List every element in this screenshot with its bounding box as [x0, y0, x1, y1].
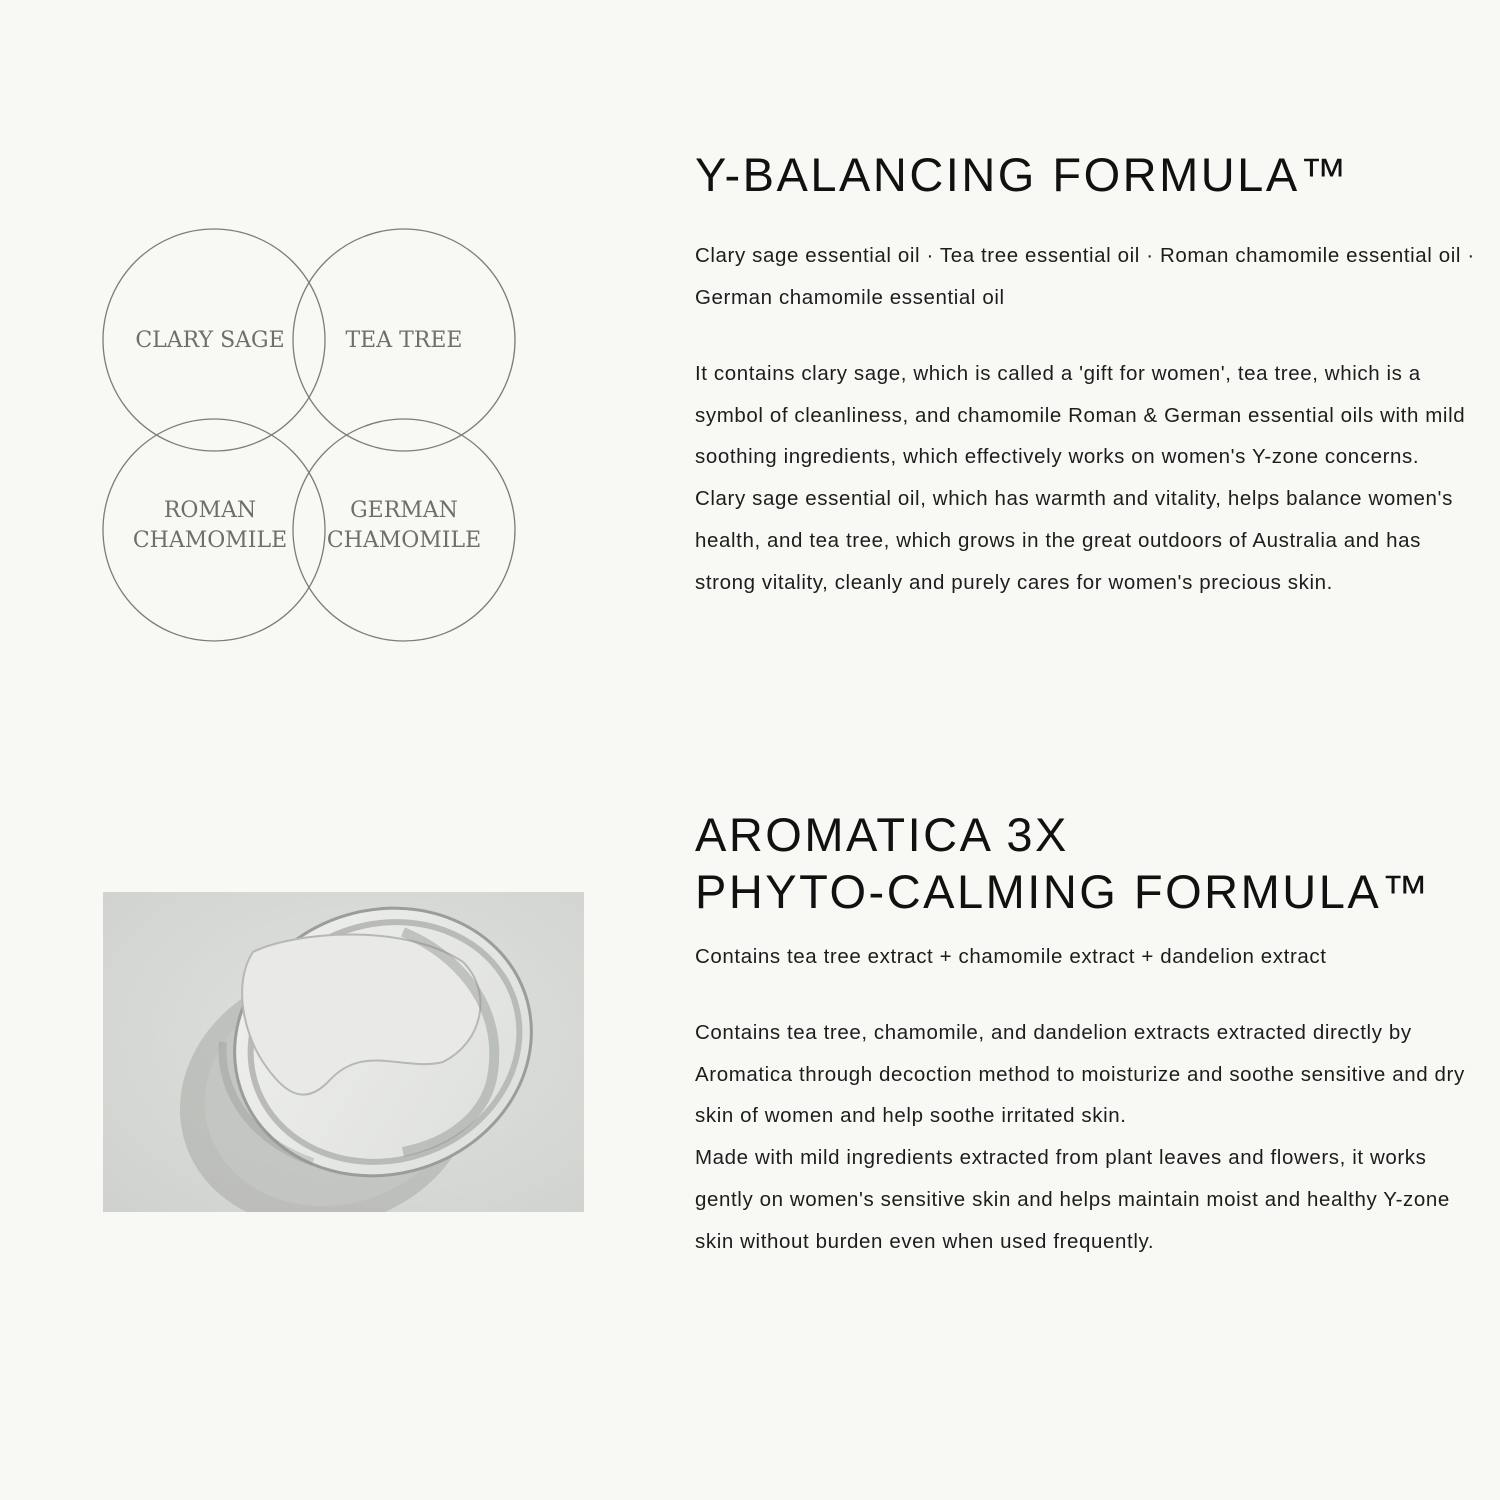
section-title-line: AROMATICA 3X [695, 808, 1069, 861]
venn-label-roman-chamomile: CHAMOMILE [132, 528, 288, 553]
ingredient-venn-diagram [100, 228, 520, 646]
body-paragraph: Clary sage essential oil, which has warmth and vitality, helps balance women's health, and tea tree, which grows in the great outdoors of Australia and has strong vitality, cleanly and purely cares for women's precious skin. [695, 487, 1453, 594]
section-title [695, 806, 1475, 920]
body-paragraph: Made with mild ingredients extracted from plant leaves and flowers, it works gently on women's sensitive skin and helps maintain moist and healthy Y-zone skin without burden even when used frequently. [695, 1146, 1450, 1253]
venn-label-german-chamomile: CHAMOMILE [326, 528, 482, 553]
ingredient-subtitle: Contains tea tree extract + chamomile extract + dandelion extract [695, 945, 1327, 968]
gel-petri-dish-image [103, 892, 584, 1212]
venn-label-roman: ROMAN [163, 498, 257, 523]
gel-illustration [103, 892, 584, 1212]
section-body [695, 353, 1475, 603]
section-title [695, 146, 1475, 203]
venn-svg [100, 228, 520, 646]
body-paragraph: It contains clary sage, which is called a 'gift for women', tea tree, which is a symbol of cleanliness, and chamomile Roman & German essential oils with mild soothing ingredients, which effectively works on women's Y-zone concerns. [695, 362, 1466, 469]
section-title-line: Y-BALANCING FORMULA™ [695, 148, 1350, 201]
phyto-calming-formula-section [695, 806, 1475, 1262]
ingredient-subtitle: Clary sage essential oil · Tea tree essential oil · Roman chamomile essential oil · German chamomile essential oil [695, 244, 1475, 309]
venn-label-clary-sage: CLARY SAGE [135, 328, 285, 353]
body-paragraph: Contains tea tree, chamomile, and dandelion extracts extracted directly by Aromatica through decoction method to moisturize and soothe sensitive and dry skin of women and help soothe irritated skin. [695, 1021, 1465, 1128]
section-title-line: PHYTO-CALMING FORMULA™ [695, 865, 1431, 918]
y-balancing-formula-section [695, 146, 1475, 603]
venn-label-german: GERMAN [350, 498, 458, 523]
section-body [695, 1012, 1475, 1262]
venn-label-tea-tree: TEA TREE [345, 328, 463, 353]
